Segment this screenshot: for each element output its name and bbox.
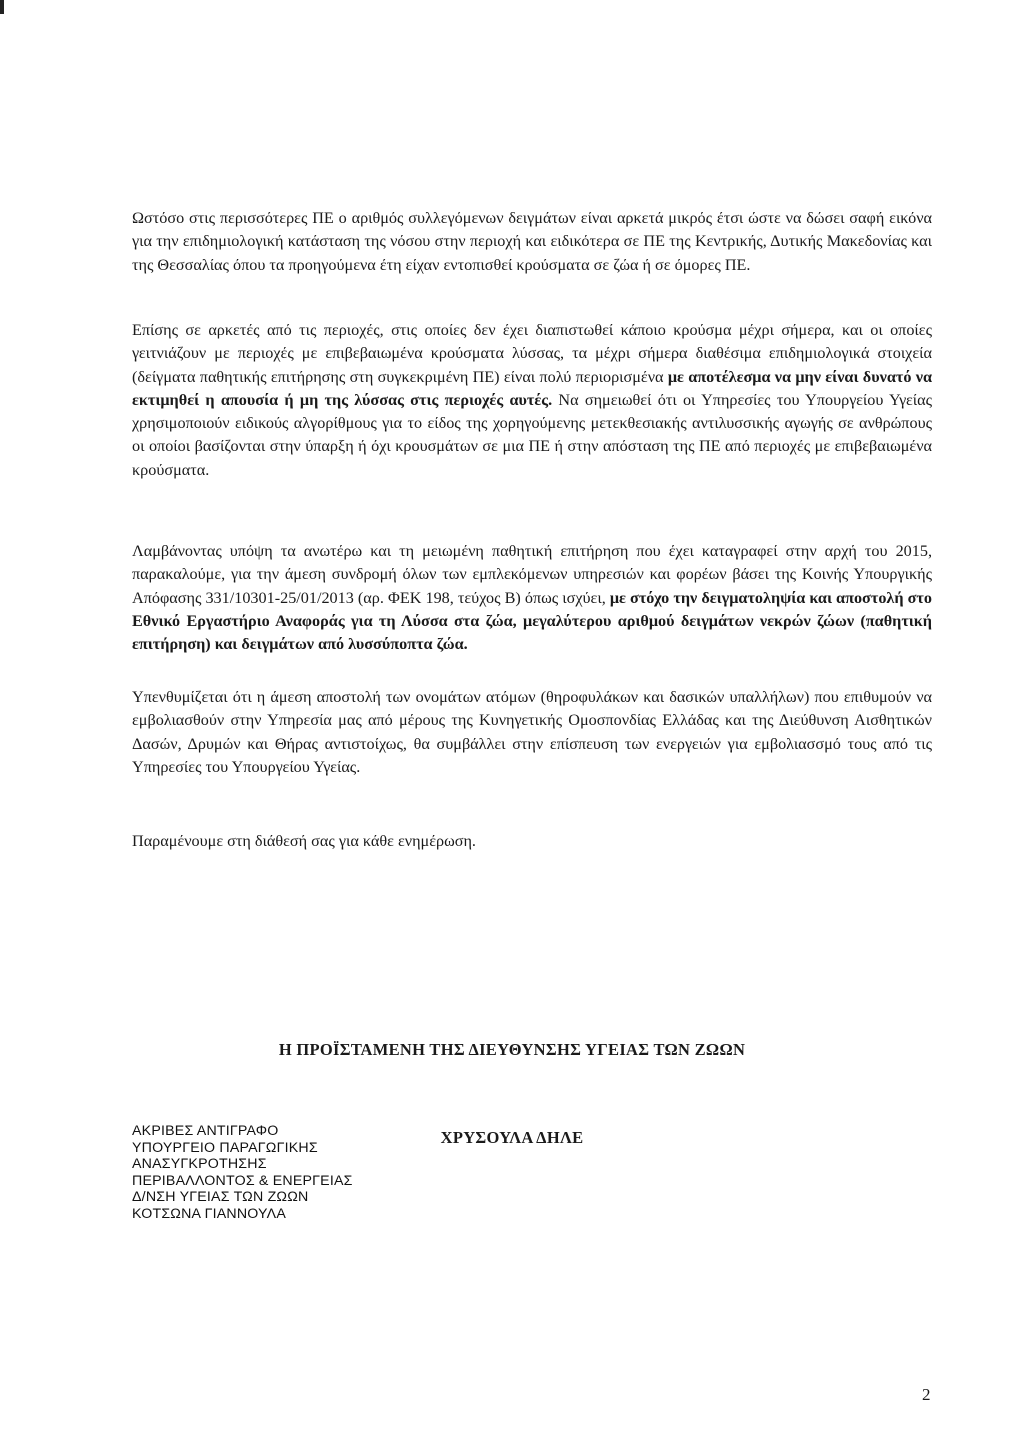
stamp-line: Δ/ΝΣΗ ΥΓΕΙΑΣ ΤΩΝ ΖΩΩΝ (132, 1189, 309, 1206)
stamp-line: ΠΕΡΙΒΑΛΛΟΝΤΟΣ & ΕΝΕΡΓΕΙΑΣ (132, 1172, 353, 1189)
paragraph-segment: Επίσης σε αρκετές από τις περιοχές, στις οποίες δεν έχει διαπιστωθεί κάποιο κρούσμα μέχρι σήμερα, και οι οποίες γειτνιάζουν με περιοχές με επιβεβαιωμένα κρούσματα λύσσας, τα μέχρι σήμερα διαθέσιμα επιδημιολογικά στοιχεία (δείγματα παθητικής επιτήρησης στη συγκεκριμένη ΠΕ) είναι πολύ περιορισμένα (132, 321, 932, 386)
paragraph-segment: Υπενθυμίζεται ότι η άμεση αποστολή των ονομάτων ατόμων (θηροφυλάκων και δασικών υπαλλήλων) που επιθυμούν να εμβολιασθούν στην Υπηρεσία μας από μέρους της Κυνηγετικής Ομοσπονδίας Ελλάδας και της Διεύθυνση Αισθητικών Δασών, Δρυμών και Θήρας αντιστοίχως, θα συμβάλλει στην επίσπευση των ενεργειών για εμβολιασσμό τους από τις Υπηρεσίες του Υπουργείου Υγείας. (132, 688, 932, 776)
paragraph-sampling-status (132, 207, 932, 277)
paragraph-segment: Να σημειωθεί ότι οι Υπηρεσίες του Υπουργείου Υγείας χρησιμοποιούν ειδικούς αλγορίθμους για το είδος της χορηγούμενης μετεκθεσιακής αντιλυσσικής αγωγής σε ανθρώπους οι οποίοι βασίζονται στην ύπαρξη ή όχι κρουσμάτων σε μια ΠΕ ή στην απόσταση της ΠΕ από περιοχές με επιβεβαιωμένα κρούσματα. (132, 390, 932, 479)
stamp-line: ΑΚΡΙΒΕΣ ΑΝΤΙΓΡΑΦΟ (132, 1123, 279, 1139)
paragraph-closing (132, 830, 932, 853)
paragraph-request (132, 540, 932, 656)
emphasis-segment: με αποτέλεσμα να μην είναι δυνατό να εκτιμηθεί η απουσία ή μη της λύσσας στις περιοχές αυτές. (132, 367, 932, 409)
paragraph-segment: Ωστόσο στις περισσότερες ΠΕ ο αριθμός συλλεγόμενων δειγμάτων είναι αρκετά μικρός έτσι ώστε να δώσει σαφή εικόνα για την επιδημιολογική κατάσταση της νόσου στην περιοχή και ειδικότερα σε ΠΕ της Κεντρικής, Δυτικής Μακεδονίας και της Θεσσαλίας όπου τα προηγούμενα έτη είχαν εντοπισθεί κρούσματα σε ζώα ή σε όμορες ΠΕ. (132, 209, 932, 274)
stamp-line: ΚΟΤΣΩΝΑ ΓΙΑΝΝΟΥΛΑ (132, 1205, 287, 1222)
paragraph-segment: Λαμβάνοντας υπόψη τα ανωτέρω και τη μειωμένη παθητική επιτήρηση που έχει καταγραφεί στην αρχή του 2015, παρακαλούμε, για την άμεση συνδρομή όλων των εμπλεκόμενων υπηρεσιών και φορέων βάσει της Κοινής Υπουργικής Απόφασης 331/10301-25/01/2013 (αρ. ΦΕΚ 198, τεύχος Β) όπως ισχύει, (132, 542, 932, 607)
emphasis-segment: με στόχο την δειγματοληψία και αποστολή στο Εθνικό Εργαστήριο Αναφοράς για τη Λύσσα στα ζώα, μεγαλύτερου αριθμού δειγμάτων νεκρών ζώων (παθητική επιτήρηση) και δειγμάτων από λυσσύποπτα ζώα. (132, 588, 932, 654)
paragraph-neighbouring-areas (132, 319, 932, 482)
scan-edge-mark (0, 0, 4, 14)
signature-name: ΧΡΥΣΟΥΛΑ ΔΗΛΕ (440, 1128, 584, 1147)
paragraph-reminder (132, 686, 932, 779)
stamp-line: ΥΠΟΥΡΓΕΙΟ ΠΑΡΑΓΩΓΙΚΗΣ (132, 1139, 318, 1156)
signature-title: Η ΠΡΟΪΣΤΑΜΕΝΗ ΤΗΣ ΔΙΕΥΘΥΝΣΗΣ ΥΓΕΙΑΣ ΤΩΝ ΖΩΩΝ (278, 1040, 746, 1059)
page-number: 2 (922, 1385, 931, 1404)
paragraph-segment: Παραμένουμε στη διάθεσή σας για κάθε ενημέρωση. (132, 832, 476, 850)
stamp-line: ΑΝΑΣΥΓΚΡΟΤΗΣΗΣ (132, 1156, 267, 1173)
certified-copy-stamp (132, 1123, 353, 1223)
